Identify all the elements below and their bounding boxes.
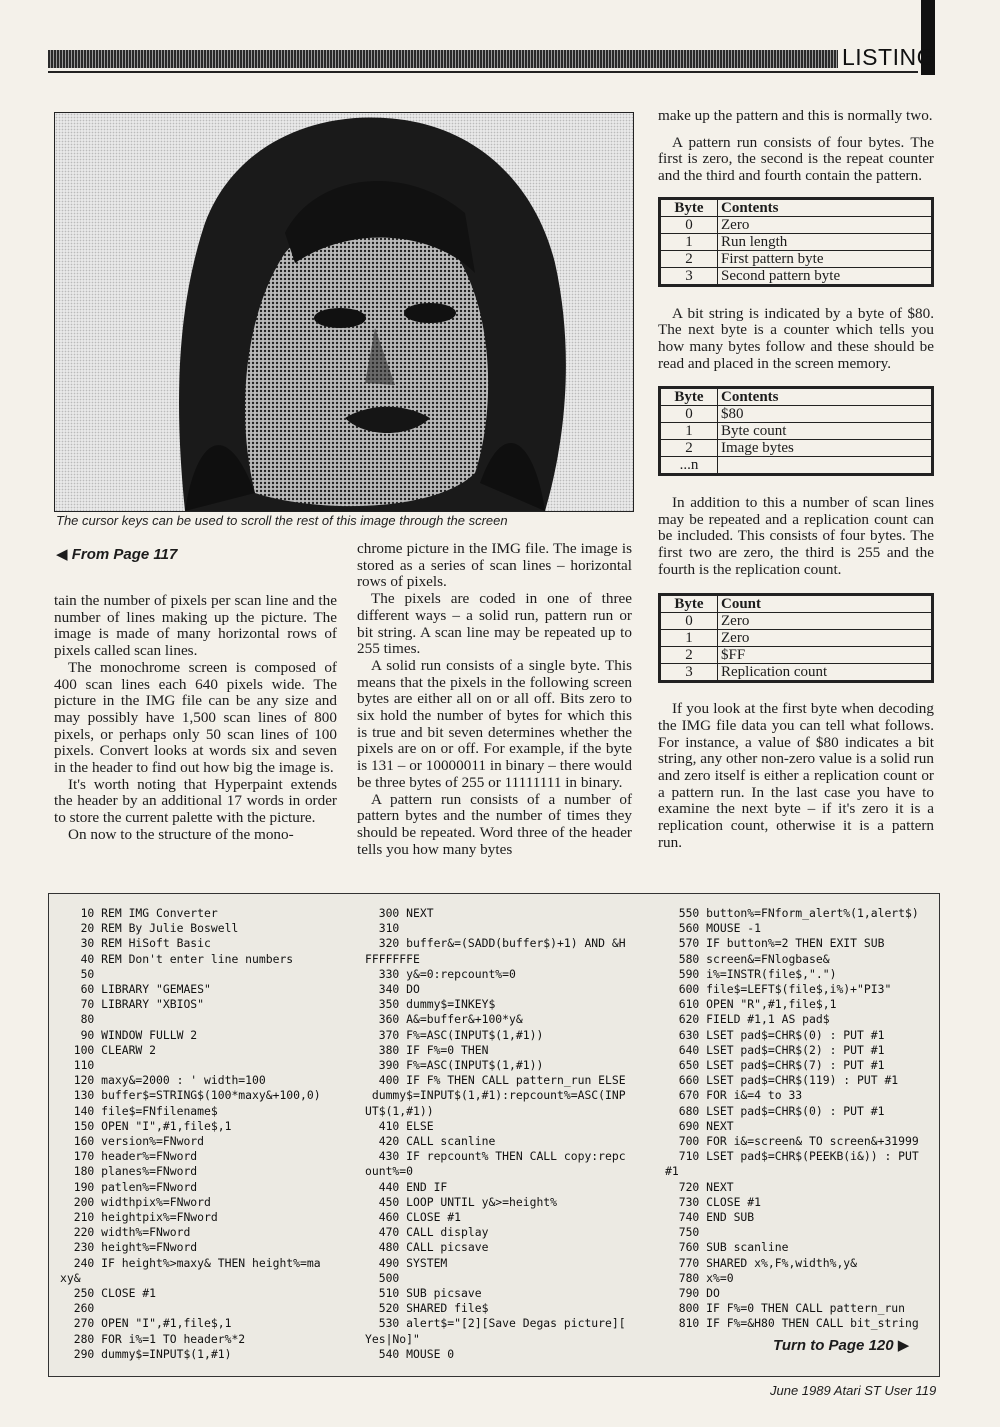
article-column-2 [357, 541, 632, 858]
byte-cell: 2 [661, 250, 718, 267]
contents-cell: First pattern byte [718, 250, 932, 267]
paragraph: If you look at the first byte when decoding the IMG file data you can tell what follows. For instance, a value of $80 indicates a bit string, any other non-zero value is a solid run and zero itself is either a replication count or a pattern run. In the last case you have to examine the next byte – if it's zero it is a replication count, otherwise it is a pattern run. [658, 700, 934, 851]
byte-cell: 0 [661, 216, 718, 233]
table-row [661, 646, 932, 663]
contents-cell: $80 [718, 406, 932, 423]
table-row [661, 612, 932, 629]
table-row [661, 233, 932, 250]
count-cell: Zero [718, 612, 932, 629]
page-footer: June 1989 Atari ST User 119 [770, 1383, 937, 1398]
byte-cell: 2 [661, 646, 718, 663]
table-row [661, 423, 932, 440]
byte-cell: 3 [661, 663, 718, 680]
paragraph: In addition to this a number of scan lines may be repeated and a replication count can be included. This consists of four bytes. The first two are zero, the third is 255 and the fourth is the replication count. [658, 494, 934, 578]
byte-cell: 1 [661, 629, 718, 646]
table-header: Byte [661, 199, 718, 216]
paragraph: It's worth noting that Hyperpaint extends the header by an additional 17 words in order to store the current palette with the picture. [54, 775, 337, 827]
contents-cell: Second pattern byte [718, 267, 932, 284]
paragraph: A pattern run consists of four bytes. The first is zero, the second is the repeat counter and the third and fourth contain the pattern. [658, 133, 934, 185]
count-cell: Replication count [718, 663, 932, 680]
pattern-run-table [658, 197, 934, 287]
table-row [661, 440, 932, 457]
table-row [661, 216, 932, 233]
continued-from-label: ◀ From Page 117 [56, 546, 178, 563]
count-cell: Zero [718, 629, 932, 646]
byte-cell: 2 [661, 440, 718, 457]
portrait-illustration [55, 113, 633, 511]
dithered-portrait-image [54, 112, 634, 512]
paragraph: The pixels are coded in one of three different ways – a solid run, pattern run or bit string. A scan line may be repeated up to 255 times. [357, 590, 632, 658]
article-column-3 [658, 108, 934, 852]
table-header: Count [718, 595, 932, 612]
replication-count-table [658, 593, 934, 683]
article-column-1 [54, 593, 337, 844]
byte-cell: 1 [661, 233, 718, 250]
contents-cell: Byte count [718, 423, 932, 440]
paragraph: A solid run consists of a single byte. This means that the pixels in the following screen bytes are either all on or all off. Bits zero to six hold the number of bytes for which this is true and bit seven determines whether the pixels are on or off. For example, if the byte is 131 – or 10000011 in binary – there would be three bytes of 255 or 11111111 in binary. [357, 656, 632, 791]
table-header: Contents [718, 389, 932, 406]
table-row [661, 267, 932, 284]
code-column-1: 10 REM IMG Converter 20 REM By Julie Boswell 30 REM HiSoft Basic 40 REM Don't enter line numbers 50 60 LIBRARY "GEMAES" 70 LIBRARY "XBIOS" 80 90 WINDOW FULLW 2 100 CLEARW 2 110 120 maxy&=2000 : ' width=100 130 buffer$=STRING$(100*maxy&+100,0) 140 file$=FNfilename$ 150 OPEN "I",#1,file$,1 160 version%=FNword 170 header%=FNword 180 planes%=FNword 190 patlen%=FNword 200 widthpix%=FNword 210 heightpix%=FNword 220 width%=FNword 230 height%=FNword 240 IF height%>maxy& THEN height%=ma xy& 250 CLOSE #1 260 270 OPEN "I",#1,file$,1 280 FOR i%=1 TO header%*2 290 dummy$=INPUT$(1,#1) [60, 906, 321, 1361]
table-row [661, 629, 932, 646]
paragraph: On now to the structure of the mono- [68, 825, 294, 843]
table-row [661, 663, 932, 680]
table-row [661, 406, 932, 423]
continued-on-label: Turn to Page 120 ▶ [773, 1337, 910, 1354]
table-header: Byte [661, 389, 718, 406]
paragraph: A pattern run consists of a number of pattern bytes and the number of times they should be repeated. Word three of the header tells you how many bytes [357, 790, 632, 858]
paragraph: make up the pattern and this is normally two. [658, 107, 933, 124]
paragraph: A bit string is indicated by a byte of $80. The next byte is a counter which tells you how many bytes follow and these should be read and placed in the screen memory. [658, 304, 934, 372]
paragraph: tain the number of pixels per scan line and the number of lines making up the picture. The image is made of many horizontal rows of pixels called scan lines. [54, 592, 337, 660]
contents-cell: Run length [718, 233, 932, 250]
contents-cell: Image bytes [718, 440, 932, 457]
contents-cell [718, 457, 932, 474]
byte-cell: 0 [661, 612, 718, 629]
code-column-3: 550 button%=FNform_alert%(1,alert$) 560 MOUSE -1 570 IF button%=2 THEN EXIT SUB 580 screen&=FNlogbase& 590 i%=INSTR(file$,".") 600 file$=LEFT$(file$,i%)+"PI3" 610 OPEN "R",#1,file$,1 620 FIELD #1,1 AS pad$ 630 LSET pad$=CHR$(0) : PUT #1 640 LSET pad$=CHR$(2) : PUT #1 650 LSET pad$=CHR$(7) : PUT #1 660 LSET pad$=CHR$(119) : PUT #1 670 FOR i&=4 to 33 680 LSET pad$=CHR$(0) : PUT #1 690 NEXT 700 FOR i&=screen& TO screen&+31999 710 LSET pad$=CHR$(PEEKB(i&)) : PUT #1 720 NEXT 730 CLOSE #1 740 END SUB 750 760 SUB scanline 770 SHARED x%,F%,width%,y& 780 x%=0 790 DO 800 IF F%=0 THEN CALL pattern_run 810 IF F%=&H80 THEN CALL bit_string [665, 906, 919, 1331]
table-header: Byte [661, 595, 718, 612]
table-row [661, 457, 932, 474]
count-cell: $FF [718, 646, 932, 663]
figure-caption: The cursor keys can be used to scroll the rest of this image through the screen [56, 513, 508, 528]
paragraph: The monochrome screen is composed of 400 scan lines each 640 pixels wide. The picture in the IMG file can be any size and may possibly have 1,500 scan lines of 800 pixels, or perhaps only 50 scan lines of 100 pixels. Convert looks at words six and seven in the header to find out how big the image is. [54, 658, 337, 777]
byte-cell: 3 [661, 267, 718, 284]
byte-cell: ...n [661, 457, 718, 474]
paragraph: chrome picture in the IMG file. The image is stored as a series of scan lines – horizontal rows of pixels. [357, 540, 632, 591]
byte-cell: 1 [661, 423, 718, 440]
bit-string-table [658, 386, 934, 476]
header-underline [48, 71, 918, 73]
section-label: LISTING [842, 44, 935, 70]
table-row [661, 250, 932, 267]
byte-cell: 0 [661, 406, 718, 423]
table-header: Contents [718, 199, 932, 216]
code-column-2: 300 NEXT 310 320 buffer&=(SADD(buffer$)+1) AND &H FFFFFFFE 330 y&=0:repcount%=0 340 DO 350 dummy$=INKEY$ 360 A&=buffer&+100*y& 370 F%=ASC(INPUT$(1,#1)) 380 IF F%=0 THEN 390 F%=ASC(INPUT$(1,#1)) 400 IF F% THEN CALL pattern_run ELSE dummy$=INPUT$(1,#1):repcount%=ASC(INP UT$(1,#1)) 410 ELSE 420 CALL scanline 430 IF repcount% THEN CALL copy:repc ount%=0 440 END IF 450 LOOP UNTIL y&>=height% 460 CLOSE #1 470 CALL display 480 CALL picsave 490 SYSTEM 500 510 SUB picsave 520 SHARED file$ 530 alert$="[2][Save Degas picture][ Yes|No]" 540 MOUSE 0 [365, 906, 626, 1361]
header-rule [48, 50, 838, 68]
contents-cell: Zero [718, 216, 932, 233]
